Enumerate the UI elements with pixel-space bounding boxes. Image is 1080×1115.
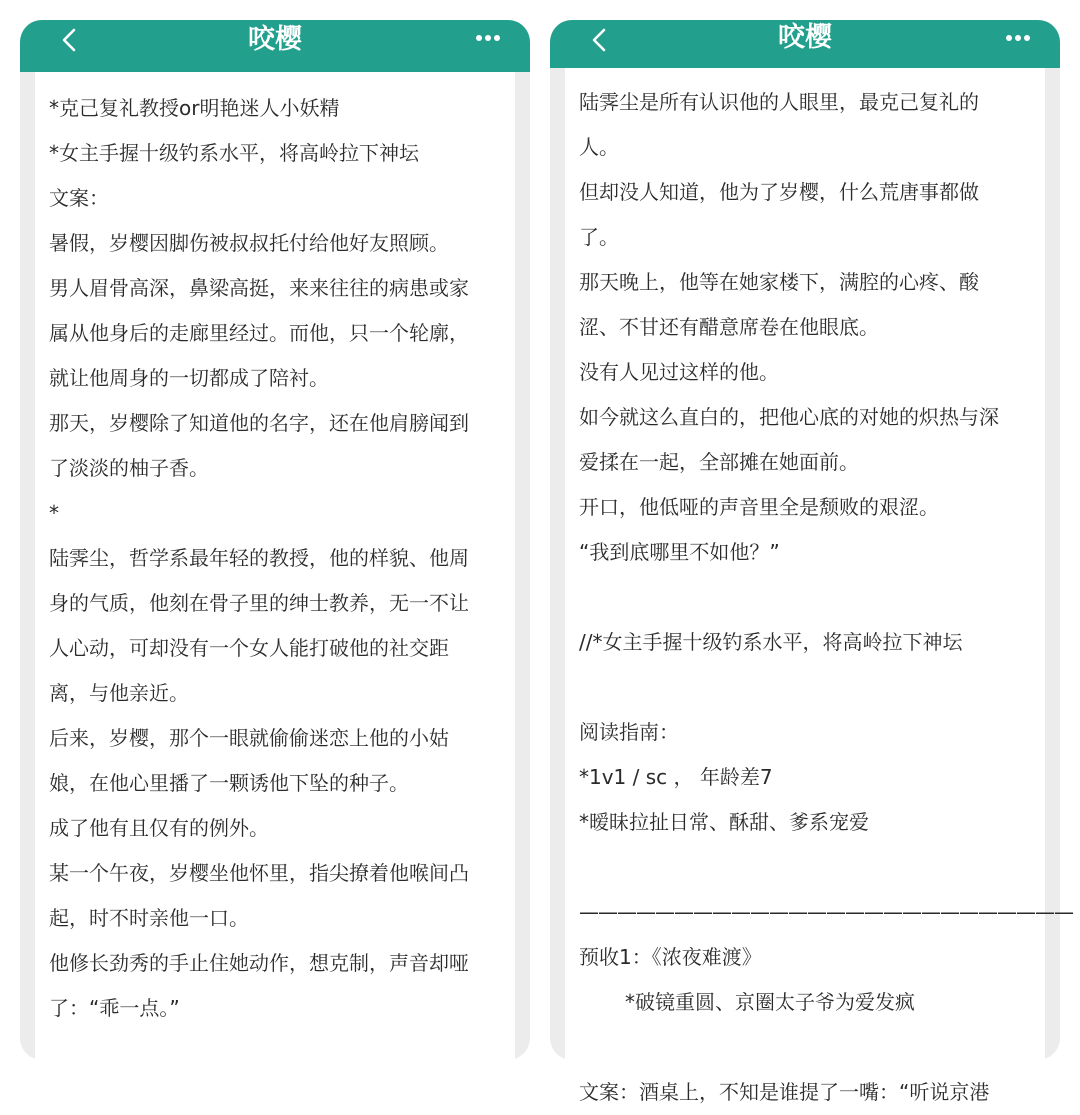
text-line: 某一个午夜，岁樱坐他怀里，指尖撩着他喉间凸	[49, 861, 469, 885]
text-line: 了。	[579, 225, 619, 249]
book-title: 咬樱	[778, 22, 832, 53]
text-line: 但却没人知道，他为了岁樱，什么荒唐事都做	[579, 180, 979, 204]
more-dots-icon[interactable]	[1004, 30, 1032, 46]
text-line: 那天晚上，他等在她家楼下，满腔的心疼、酸	[579, 270, 979, 294]
text-line: 起，时不时亲他一口。	[49, 906, 249, 930]
text-line: 他修长劲秀的手止住她动作，想克制，声音却哑	[49, 951, 469, 975]
text-line: 属从他身后的走廊里经过。而他，只一个轮廓，	[49, 321, 469, 345]
blank-line	[579, 845, 1035, 890]
text-line: 陆霁尘是所有认识他的人眼里，最克己复礼的	[579, 90, 979, 114]
blank-line	[579, 1025, 1035, 1070]
text-line: 人心动，可却没有一个女人能打破他的社交距	[49, 636, 449, 660]
text-line: 成了他有且仅有的例外。	[49, 816, 269, 840]
blank-line	[579, 665, 1035, 710]
text-line: 文案：	[49, 186, 109, 210]
left-reader-panel	[20, 20, 530, 1060]
text-line: 开口，他低哑的声音里全是颓败的艰涩。	[579, 495, 939, 519]
text-line: 涩、不甘还有醋意席卷在他眼底。	[579, 315, 879, 339]
blank-line	[579, 575, 1035, 620]
reader-page[interactable]	[565, 68, 1073, 1104]
text-line: 了淡淡的柚子香。	[49, 456, 209, 480]
text-line: 男人眉骨高深，鼻梁高挺，来来往往的病患或家	[49, 276, 469, 300]
text-line: “我到底哪里不如他？”	[579, 540, 780, 564]
reader-header	[550, 20, 1060, 68]
text-line: 人。	[579, 135, 619, 159]
text-line: 爱揉在一起，全部摊在她面前。	[579, 450, 859, 474]
text-line: *女主手握十级钓系水平，将高岭拉下神坛	[49, 141, 419, 165]
text-line: 离，与他亲近。	[49, 681, 189, 705]
text-line: *破镜重圆、京圈太子爷为爱发疯	[625, 990, 915, 1014]
text-line: 后来，岁樱，那个一眼就偷偷迷恋上他的小姑	[49, 726, 449, 750]
reader-text	[579, 80, 1073, 1115]
text-line: *	[49, 501, 59, 525]
text-line: *克己复礼教授or明艳迷人小妖精	[49, 96, 340, 120]
text-line: 如今就这么直白的，把他心底的对她的炽热与深	[579, 405, 999, 429]
text-line: 文案：酒桌上，不知是谁提了一嘴：“听说京港	[579, 1080, 990, 1104]
text-line: 娘，在他心里播了一颗诱他下坠的种子。	[49, 771, 409, 795]
reader-page[interactable]	[35, 72, 515, 1060]
text-line: 了：“乖一点。”	[49, 996, 180, 1020]
reader-text	[49, 86, 505, 1031]
book-title: 咬樱	[248, 24, 302, 55]
divider-line: ——————————————————————————	[579, 900, 1073, 924]
text-line: 那天，岁樱除了知道他的名字，还在他肩膀闻到	[49, 411, 469, 435]
text-line: 阅读指南：	[579, 720, 679, 744]
text-line: 没有人见过这样的他。	[579, 360, 779, 384]
text-line: 身的气质，他刻在骨子里的绅士教养，无一不让	[49, 591, 469, 615]
text-line: *1v1 / sc ， 年龄差7	[579, 765, 773, 789]
text-line: 暑假，岁樱因脚伤被叔叔托付给他好友照顾。	[49, 231, 449, 255]
more-dots-icon[interactable]	[474, 30, 502, 46]
reader-header	[20, 20, 530, 72]
text-line: //*女主手握十级钓系水平，将高岭拉下神坛	[579, 630, 963, 654]
text-line: 陆霁尘，哲学系最年轻的教授，他的样貌、他周	[49, 546, 469, 570]
text-line: *暧昧拉扯日常、酥甜、爹系宠爱	[579, 810, 869, 834]
text-line: 预收1：《浓夜难渡》	[579, 945, 762, 969]
right-reader-panel	[550, 20, 1073, 1104]
text-line: 就让他周身的一切都成了陪衬。	[49, 366, 329, 390]
